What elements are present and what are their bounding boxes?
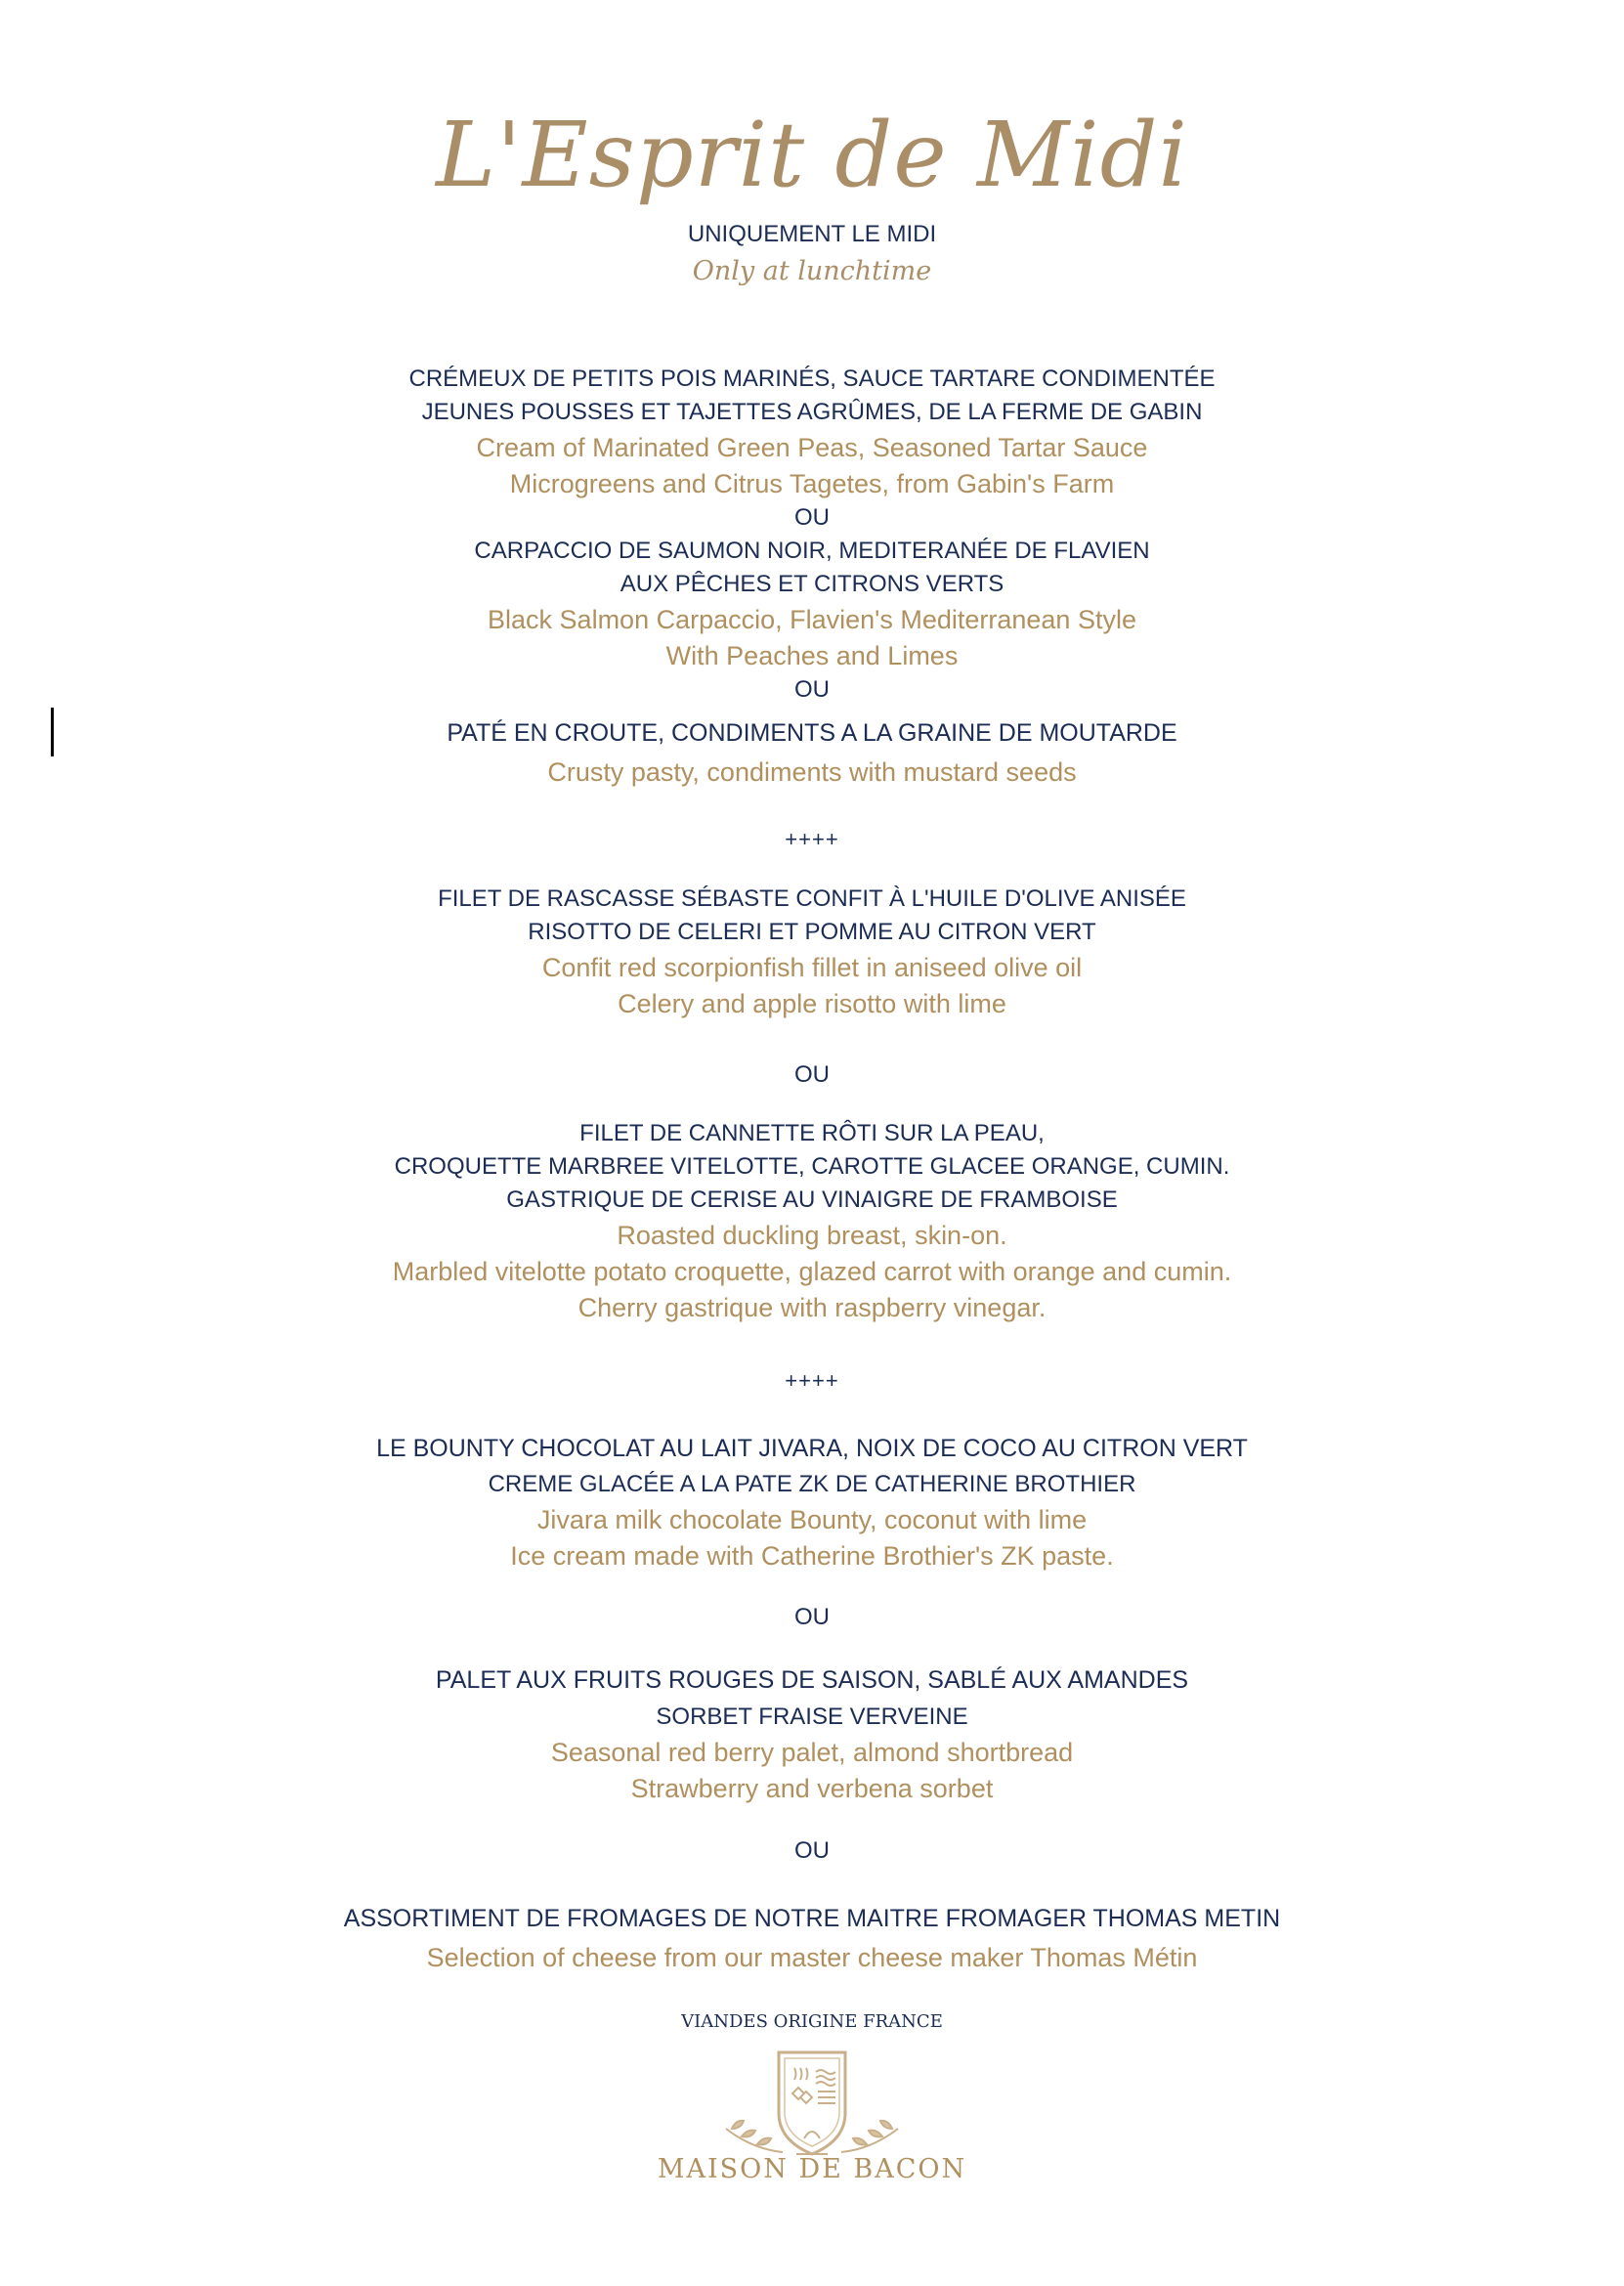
dessert-or-1: OU: [794, 1604, 830, 1630]
dessert-1-en-line-2: Ice cream made with Catherine Brothier's ZK paste.: [510, 1541, 1114, 1571]
dessert-2-en-line-2: Strawberry and verbena sorbet: [630, 1774, 994, 1803]
main-2-fr-line-1: FILET DE CANNETTE RÔTI SUR LA PEAU,: [579, 1120, 1045, 1146]
main-2-fr-line-2: CROQUETTE MARBREE VITELOTTE, CAROTTE GLACEE ORANGE, CUMIN.: [394, 1153, 1230, 1180]
dessert-2-fr-line-1: PALET AUX FRUITS ROUGES DE SAISON, SABLÉ AUX AMANDES: [435, 1666, 1189, 1694]
main-1-en-line-1: Confit red scorpionfish fillet in aniseed olive oil: [541, 953, 1083, 982]
maison-de-bacon-crest-icon: [714, 2045, 910, 2172]
dessert-3-en-line-1: Selection of cheese from our master cheese maker Thomas Métin: [426, 1943, 1198, 1972]
main-1-fr-line-1: FILET DE RASCASSE SÉBASTE CONFIT À L'HUILE D'OLIVE ANISÉE: [438, 885, 1186, 912]
starter-or-1: OU: [794, 504, 830, 531]
main-1-en-line-2: Celery and apple risotto with lime: [618, 989, 1006, 1018]
menu-title: L'Esprit de Midi: [436, 103, 1188, 207]
main-2-fr-line-3: GASTRIQUE DE CERISE AU VINAIGRE DE FRAMBOISE: [506, 1186, 1118, 1213]
meat-origin-note: VIANDES ORIGINE FRANCE: [681, 2011, 943, 2032]
starter-2-en-line-1: Black Salmon Carpaccio, Flavien's Mediterranean Style: [488, 605, 1136, 634]
dessert-2-fr-line-2: SORBET FRAISE VERVEINE: [656, 1704, 968, 1730]
main-2-en-line-2: Marbled vitelotte potato croquette, glazed carrot with orange and cumin.: [392, 1257, 1232, 1286]
starter-2-fr-line-2: AUX PÊCHES ET CITRONS VERTS: [620, 571, 1004, 597]
dessert-1-fr-line-1: LE BOUNTY CHOCOLAT AU LAIT JIVARA, NOIX DE COCO AU CITRON VERT: [376, 1435, 1248, 1462]
subtitle-english: Only at lunchtime: [692, 256, 932, 286]
starter-3-fr-line-1: PATÉ EN CROUTE, CONDIMENTS A LA GRAINE DE MOUTARDE: [447, 719, 1177, 747]
main-2-en-line-3: Cherry gastrique with raspberry vinegar.: [577, 1293, 1047, 1322]
starter-2-en-line-2: With Peaches and Limes: [665, 641, 959, 670]
main-2-en-line-1: Roasted duckling breast, skin-on.: [617, 1221, 1007, 1250]
dessert-or-2: OU: [794, 1837, 830, 1864]
course-separator-2: ++++: [785, 1368, 839, 1393]
starter-1-fr-line-1: CRÉMEUX DE PETITS POIS MARINÉS, SAUCE TARTARE CONDIMENTÉE: [408, 366, 1216, 392]
dessert-1-fr-line-2: CREME GLACÉE A LA PATE ZK DE CATHERINE BROTHIER: [488, 1471, 1136, 1497]
main-1-fr-line-2: RISOTTO DE CELERI ET POMME AU CITRON VERT: [528, 919, 1096, 945]
dessert-3-fr-line-1: ASSORTIMENT DE FROMAGES DE NOTRE MAITRE FROMAGER THOMAS METIN: [343, 1905, 1281, 1932]
main-or-1: OU: [794, 1061, 830, 1088]
starter-1-fr-line-2: JEUNES POUSSES ET TAJETTES AGRÛMES, DE LA FERME DE GABIN: [421, 399, 1203, 425]
starter-1-en-line-1: Cream of Marinated Green Peas, Seasoned Tartar Sauce: [476, 433, 1148, 462]
starter-1-en-line-2: Microgreens and Citrus Tagetes, from Gabin's Farm: [509, 469, 1115, 498]
starter-or-2: OU: [794, 676, 830, 703]
starter-3-en-line-1: Crusty pasty, condiments with mustard seeds: [547, 757, 1077, 787]
brand-name: MAISON DE BACON: [657, 2154, 967, 2184]
dessert-2-en-line-1: Seasonal red berry palet, almond shortbread: [550, 1738, 1074, 1767]
subtitle-french: UNIQUEMENT LE MIDI: [687, 221, 937, 247]
starter-2-fr-line-1: CARPACCIO DE SAUMON NOIR, MEDITERANÉE DE FLAVIEN: [474, 538, 1150, 564]
dessert-1-en-line-1: Jivara milk chocolate Bounty, coconut with lime: [536, 1505, 1088, 1534]
course-separator-1: ++++: [785, 827, 839, 851]
